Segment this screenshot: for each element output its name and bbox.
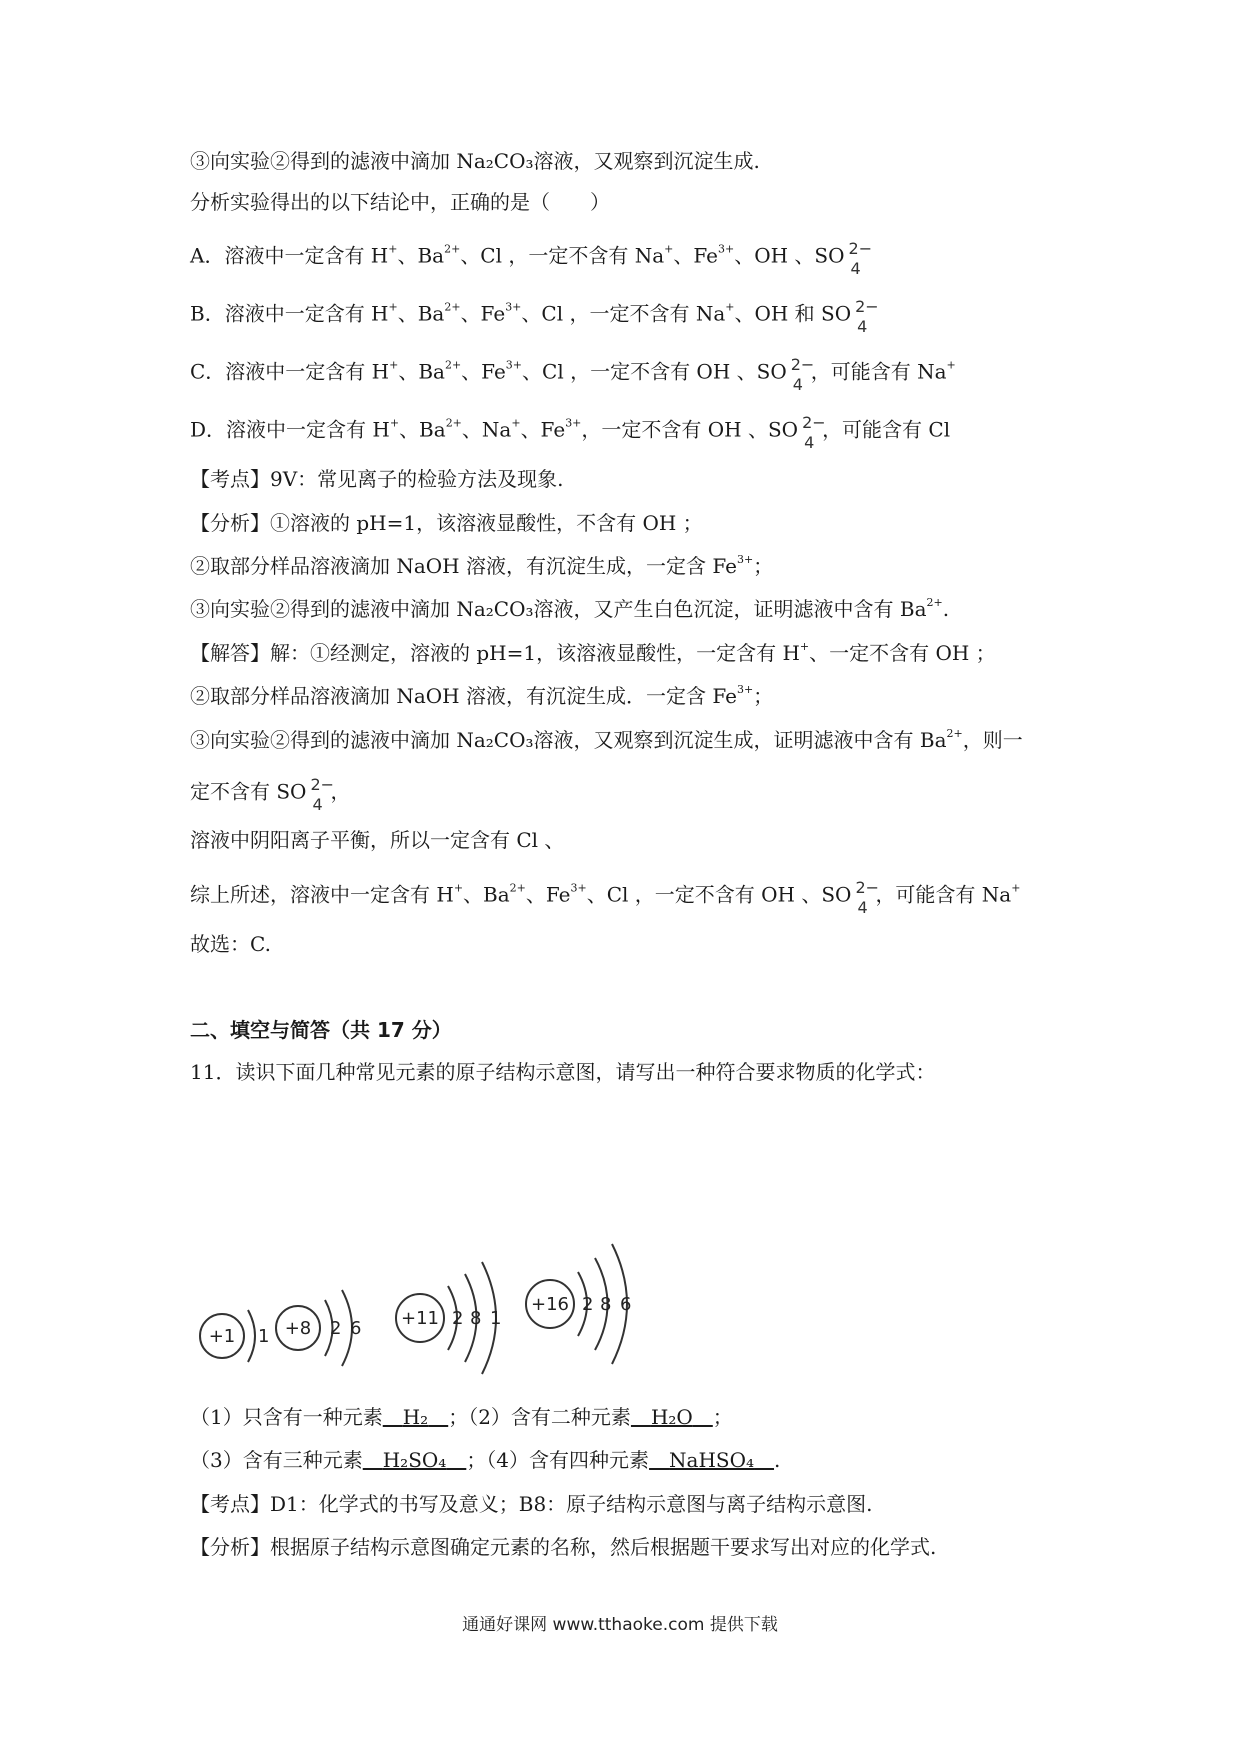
nucleus-label: +8 bbox=[284, 1318, 312, 1339]
shell-electrons: 1 bbox=[490, 1308, 502, 1329]
q10-jieda-1: 【解答】解：①经测定，溶液的 pH=1，该溶液显酸性，一定含有 H+、一定不含有 OH ； bbox=[190, 640, 996, 665]
q10-jieda-5: 溶液中阴阳离子平衡，所以一定含有 Cl 、 bbox=[190, 828, 565, 852]
q10-kaodian: 【考点】9V：常见离子的检验方法及现象. bbox=[190, 467, 564, 491]
nucleus-label: +11 bbox=[401, 1308, 439, 1329]
atomic-structure-diagrams bbox=[190, 1228, 710, 1378]
atom-sodium bbox=[396, 1262, 501, 1374]
q10-answer: 故选：C. bbox=[190, 932, 271, 956]
q11-answers-2: （3）含有三种元素 H₂SO₄ ；（4）含有四种元素 NaHSO₄ . bbox=[190, 1448, 781, 1472]
sulfate-charge: 2− 4 bbox=[310, 775, 335, 814]
q10-jieda-6: 综上所述，溶液中一定含有 H+、$Ba^{2+}$、$Fe^{3+}$、Cl ，一定不含有 OH 、SO 2− 4 ，可能含有 Na+ bbox=[190, 878, 1021, 917]
atom-oxygen bbox=[276, 1290, 361, 1366]
shell-electrons: 6 bbox=[350, 1318, 362, 1339]
q10-step3: ③向实验②得到的滤液中滴加 Na₂CO₃溶液，又观察到沉淀生成. bbox=[190, 149, 760, 173]
sulfate-charge: 2− 4 bbox=[855, 878, 880, 917]
sulfate-charge: 2− 4 bbox=[855, 297, 879, 336]
atom-sulfur bbox=[526, 1244, 631, 1364]
shell-electrons: 6 bbox=[620, 1294, 632, 1315]
section-heading: 二、填空与简答（共 17 分） bbox=[190, 1018, 452, 1042]
q10-fenxi-1: 【分析】①溶液的 pH=1，该溶液显酸性，不含有 OH ； bbox=[190, 511, 703, 535]
option-c: C．溶液中一定含有 H+、$Ba^{2+}$、$Fe^{3+}$、Cl ，一定不含有 OH 、SO 2− 4 ，可能含有 Na+ bbox=[190, 355, 956, 394]
atom-hydrogen bbox=[200, 1310, 269, 1362]
shell-electrons: 1 bbox=[258, 1326, 270, 1347]
answer-blank-1: H₂ bbox=[402, 1405, 429, 1429]
q11-fenxi: 【分析】根据原子结构示意图确定元素的名称，然后根据题干要求写出对应的化学式. bbox=[190, 1535, 937, 1559]
nucleus-label: +1 bbox=[208, 1326, 236, 1347]
q11-prompt: 11．读识下面几种常见元素的原子结构示意图，请写出一种符合要求物质的化学式： bbox=[190, 1060, 936, 1084]
sulfate-charge: 2− 4 bbox=[848, 239, 873, 278]
q10-jieda-2: ②取部分样品溶液滴加 NaOH 溶液，有沉淀生成．一定含 $Fe^{3+}$； bbox=[190, 683, 774, 708]
shell-electrons: 2 bbox=[452, 1308, 464, 1329]
shell-electrons: 2 bbox=[330, 1318, 342, 1339]
shell-electrons: 2 bbox=[582, 1294, 594, 1315]
option-a: A．溶液中一定含有 H+、$Ba^{2+}$、Cl ，一定不含有 Na+、$Fe^{3+}$、OH 、SO 2− 4 bbox=[190, 239, 873, 278]
q11-kaodian: 【考点】D1：化学式的书写及意义；B8：原子结构示意图与离子结构示意图. bbox=[190, 1492, 873, 1516]
q11-answers-1: （1）只含有一种元素 H₂ ；（2）含有二种元素 H₂O ； bbox=[190, 1405, 733, 1429]
q10-fenxi-2: ②取部分样品溶液滴加 NaOH 溶液，有沉淀生成，一定含 $Fe^{3+}$； bbox=[190, 553, 774, 578]
answer-blank-4: NaHSO₄ bbox=[669, 1448, 755, 1472]
nucleus-label: +16 bbox=[531, 1294, 569, 1315]
answer-blank-2: H₂O bbox=[650, 1405, 693, 1429]
q10-jieda-3: ③向实验②得到的滤液中滴加 Na₂CO₃溶液，又观察到沉淀生成，证明滤液中含有 $Ba^{2+}$，则一 bbox=[190, 727, 1023, 752]
shell-electrons: 8 bbox=[470, 1308, 482, 1329]
q10-jieda-4: 定不含有 SO 2− 4 ， bbox=[190, 775, 351, 814]
sulfate-charge: 2− 4 bbox=[802, 413, 826, 452]
q10-fenxi-3: ③向实验②得到的滤液中滴加 Na₂CO₃溶液，又产生白色沉淀，证明滤液中含有 $Ba^{2+}$. bbox=[190, 596, 950, 621]
option-d: D．溶液中一定含有 H+、$Ba^{2+}$、Na+、$Fe^{3+}$，一定不含有 OH 、SO 2− 4 ，可能含有 Cl bbox=[190, 413, 951, 452]
option-b: B．溶液中一定含有 H+、$Ba^{2+}$、$Fe^{3+}$、Cl ，一定不含有 Na+、OH 和 SO 2− 4 bbox=[190, 297, 879, 336]
answer-blank-3: H₂SO₄ bbox=[382, 1448, 447, 1472]
page-footer: 通通好课网 www.tthaoke.com 提供下载 bbox=[462, 1615, 778, 1635]
shell-electrons: 8 bbox=[600, 1294, 612, 1315]
sulfate-charge: 2− 4 bbox=[790, 355, 815, 394]
q10-prompt: 分析实验得出的以下结论中，正确的是（ ） bbox=[190, 190, 610, 214]
